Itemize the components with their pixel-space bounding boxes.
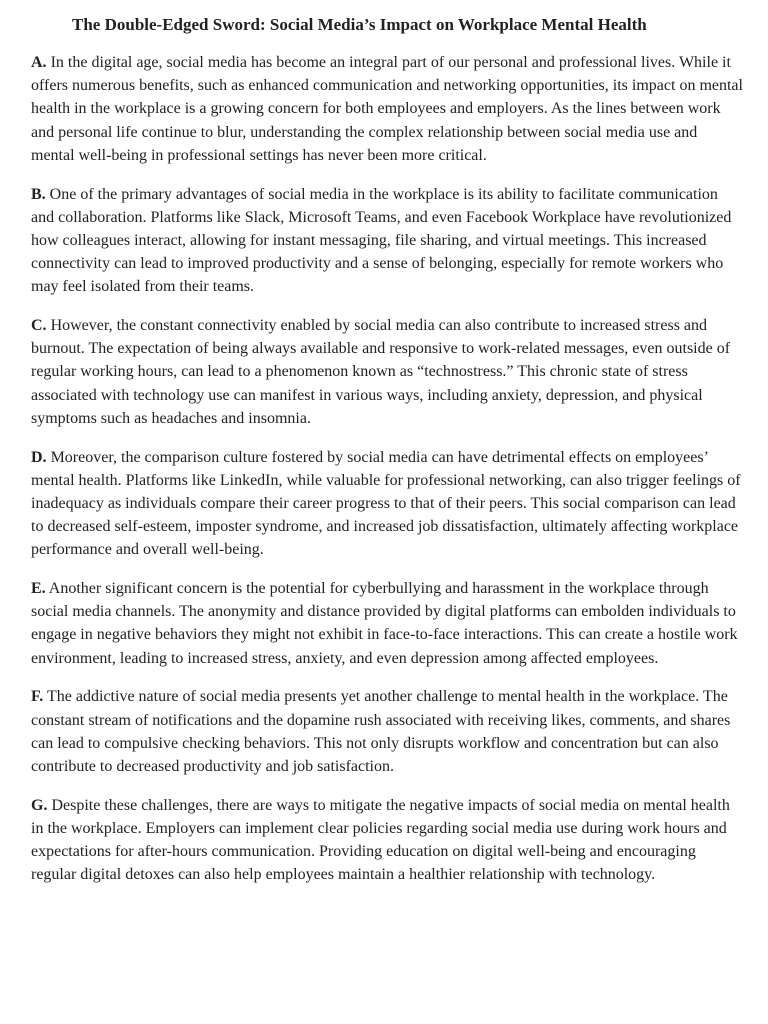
paragraph-text: However, the constant connectivity enabled by social media can also contribute to increased stress and burnout. The expectation of being always available and responsive to work-related messages, even outside of regular working hours, can lead to a phenomenon known as “technostress.” This chronic state of stress associated with technology use can manifest in various ways, including anxiety, depression, and physical symptoms such as headaches and insomnia. <box>31 317 731 427</box>
paragraph-d <box>31 446 744 562</box>
paragraph-text: The addictive nature of social media presents yet another challenge to mental health in the workplace. The constant stream of notifications and the dopamine rush associated with receiving likes, comments, and shares can lead to compulsive checking behaviors. This not only disrupts workflow and concentration but can also contribute to decreased productivity and job satisfaction. <box>31 688 731 775</box>
paragraph-letter: C. <box>31 317 47 335</box>
paragraph-letter: B. <box>31 185 46 203</box>
paragraph-letter: A. <box>31 54 47 71</box>
paragraph-c <box>31 314 744 430</box>
paragraph-text: In the digital age, social media has become an integral part of our personal and professional lives. While it offers numerous benefits, such as enhanced communication and networking opportunities, its impact on mental health in the workplace is a growing concern for both employees and employers. As the lines between work and personal life continue to blur, understanding the complex relationship between social media use and mental well-being in professional settings has never been more critical. <box>31 54 743 164</box>
paragraph-e <box>31 577 744 670</box>
paragraph-letter: F. <box>31 688 44 706</box>
document-title: The Double-Edged Sword: Social Media’s Impact on Workplace Mental Health <box>72 15 647 34</box>
paragraph-text: One of the primary advantages of social media in the workplace is its ability to facilitate communication and collaboration. Platforms like Slack, Microsoft Teams, and even Facebook Workplace have revolutionized how colleagues interact, allowing for instant messaging, file sharing, and virtual meetings. This increased connectivity can lead to improved productivity and a sense of belonging, especially for remote workers who may feel isolated from their teams. <box>31 185 732 296</box>
paragraph-a <box>31 51 744 167</box>
paragraph-f <box>31 685 744 778</box>
paragraph-b <box>31 183 744 299</box>
paragraph-text: Despite these challenges, there are ways to mitigate the negative impacts of social media on mental health in the workplace. Employers can implement clear policies regarding social media use during work hours and expectations for after-hours communication. Providing education on digital well-being and encouraging regular digital detoxes can also help employees maintain a healthier relationship with technology. <box>31 796 730 884</box>
paragraph-g <box>31 794 744 887</box>
paragraph-text: Moreover, the comparison culture fostered by social media can have detrimental effects on employees’ mental health. Platforms like LinkedIn, while valuable for professional networking, can also trigger feelings of inadequacy as individuals compare their career progress to that of their peers. This social comparison can lead to decreased self-esteem, imposter syndrome, and increased job dissatisfaction, ultimately affecting workplace performance and overall well-being. <box>31 448 741 559</box>
paragraph-letter: G. <box>31 796 48 814</box>
paragraph-letter: E. <box>31 580 46 598</box>
paragraph-letter: D. <box>31 448 47 466</box>
paragraph-text: Another significant concern is the potential for cyberbullying and harassment in the workplace through social media channels. The anonymity and distance provided by digital platforms can embolden individuals to engage in negative behaviors they might not exhibit in face-to-face interactions. This can create a hostile work environment, leading to increased stress, anxiety, and even depression among affected employees. <box>31 580 738 667</box>
